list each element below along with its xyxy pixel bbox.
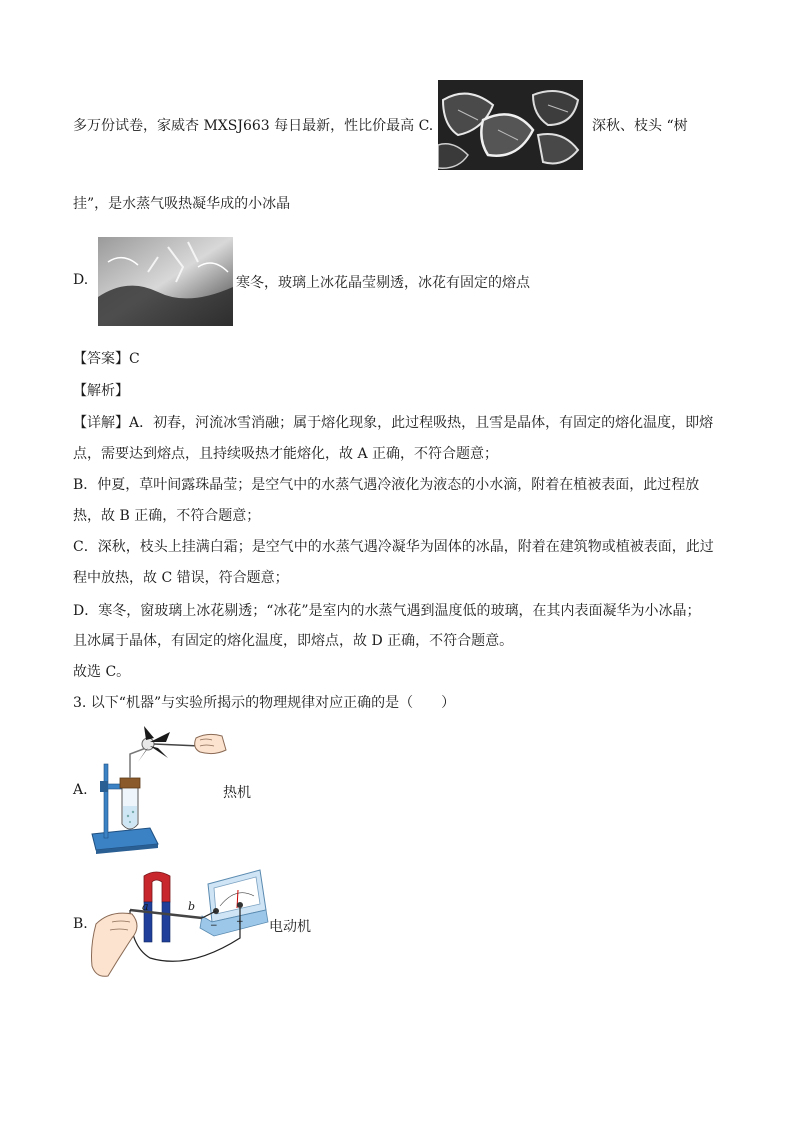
- detail-line: 故选 C。: [73, 664, 131, 680]
- frost-leaves-image: [438, 80, 583, 170]
- generator-apparatus-figure: [90, 866, 270, 981]
- option-d-text: 寒冬，玻璃上冰花晶莹剔透，冰花有固定的熔点: [236, 275, 530, 291]
- ice-flower-image: [98, 237, 233, 326]
- wire-label-b: b: [188, 900, 196, 913]
- detail-line: 程中放热，故 C 错误，符合题意；: [73, 570, 289, 586]
- option-c-text-before: 多万份试卷，家威杏 MXSJ663 每日最新，性比价最高 C.: [73, 118, 434, 134]
- option-b-letter: B.: [73, 916, 88, 932]
- option-c-text-continued: 挂”，是水蒸气吸热凝华成的小冰晶: [73, 196, 291, 212]
- minus-terminal-label: −: [210, 921, 218, 931]
- wire-label-a: a: [142, 900, 149, 913]
- detail-line: C．深秋，枝头上挂满白霜；是空气中的水蒸气遇冷凝华为固体的冰晶，附着在建筑物或植被表面，此过: [73, 539, 714, 555]
- detail-line: 点，需要达到熔点，且持续吸热才能熔化，故 A 正确，不符合题意；: [73, 446, 499, 462]
- answer-line: [73, 348, 140, 368]
- option-b-label: 电动机: [269, 919, 311, 935]
- option-a-letter: A.: [73, 782, 88, 798]
- detail-line: 热，故 B 正确，不符合题意；: [73, 508, 261, 524]
- detail-line: 【详解】A．初春，河流冰雪消融；属于熔化现象，此过程吸热，且雪是晶体，有固定的熔化温度，即熔: [73, 415, 714, 431]
- option-a-label: 热机: [223, 785, 251, 801]
- analysis-label: 【解析】: [73, 383, 129, 399]
- option-d-letter: D.: [73, 272, 89, 288]
- detail-line: 且冰属于晶体，有固定的熔化温度，即熔点，故 D 正确，不符合题意。: [73, 633, 514, 649]
- plus-terminal-label: +: [236, 917, 244, 927]
- detail-line: D．寒冬，窗玻璃上冰花剔透；“冰花”是室内的水蒸气遇到温度低的玻璃，在其内表面凝华为小冰晶；: [73, 603, 701, 619]
- question3-stem: 3. 以下“机器”与实验所揭示的物理规律对应正确的是（ ）: [73, 695, 456, 711]
- option-c-text-after: 深秋、枝头 “树: [592, 118, 688, 134]
- heat-engine-apparatus-figure: [88, 726, 233, 854]
- answer-label: 【答案】: [73, 351, 129, 367]
- detail-line: B．仲夏，草叶间露珠晶莹；是空气中的水蒸气遇冷液化为液态的小水滴，附着在植被表面，此过程放: [73, 477, 700, 493]
- answer-value: C: [129, 351, 140, 367]
